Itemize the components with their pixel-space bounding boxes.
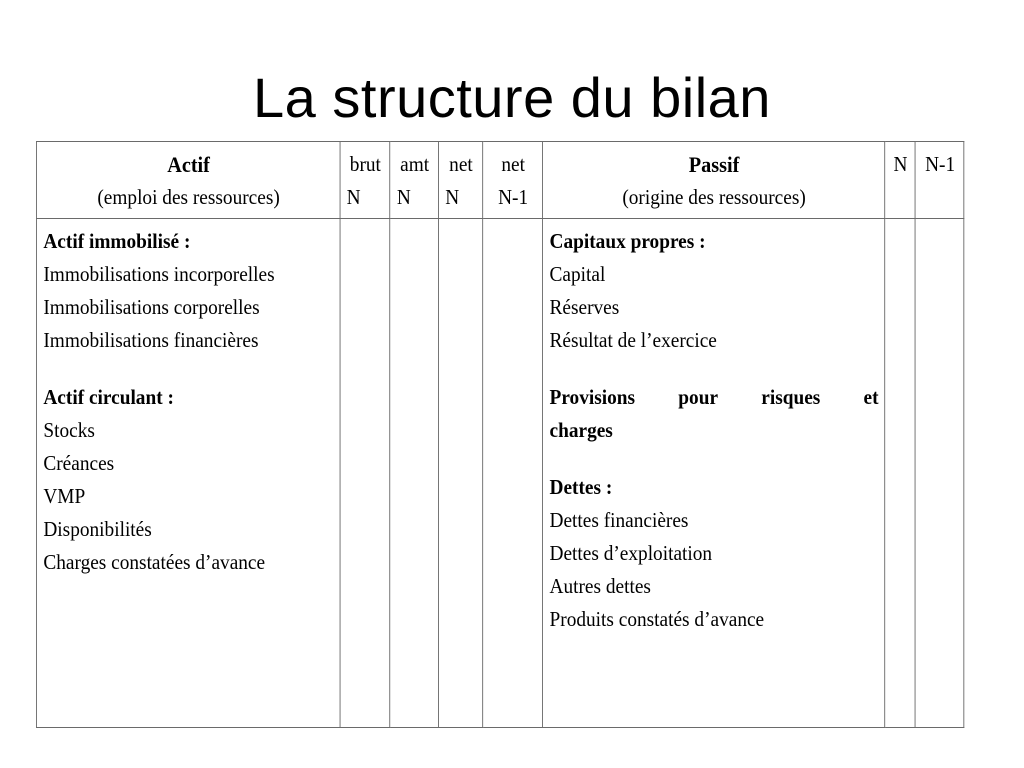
provisions-word: pour	[678, 385, 719, 409]
list-item: Résultat de l’exercice	[549, 328, 717, 352]
list-item: Dettes financières	[549, 508, 689, 532]
passif-capitaux-heading: Capitaux propres :	[549, 229, 706, 253]
header-net-n	[438, 142, 482, 219]
header-passif	[543, 142, 885, 219]
n1-cell	[915, 219, 963, 728]
header-amt-n	[390, 142, 438, 219]
header-passif-subtitle: (origine des ressources)	[622, 185, 806, 209]
list-item: Dettes d’exploitation	[549, 541, 713, 565]
list-item: Produits constatés d’avance	[549, 607, 765, 631]
header-netp-year: N-1	[498, 185, 529, 209]
brut-n-cell	[340, 219, 390, 728]
list-item: VMP	[43, 484, 86, 508]
header-netp-label: net	[501, 152, 525, 176]
list-item: Stocks	[43, 418, 95, 442]
amt-n-cell	[390, 219, 438, 728]
provisions-word: risques	[761, 385, 821, 409]
header-brut-year: N	[346, 185, 361, 209]
provisions-word: et	[863, 385, 879, 409]
header-net-n1	[483, 142, 543, 219]
n-cell	[885, 219, 916, 728]
table-header-row	[36, 142, 963, 219]
header-passif-title: Passif	[688, 152, 740, 177]
header-n1	[915, 142, 963, 219]
header-n1-label: N-1	[925, 152, 956, 176]
passif-dettes-heading: Dettes :	[549, 475, 613, 499]
table-body-row	[36, 219, 963, 728]
list-item: Immobilisations financières	[43, 328, 259, 352]
passif-provisions-heading	[550, 381, 879, 414]
header-actif-subtitle: (emploi des ressources)	[97, 185, 280, 209]
list-item: Disponibilités	[43, 517, 152, 541]
list-item: Réserves	[549, 295, 620, 319]
list-item: Créances	[43, 451, 115, 475]
header-brut-n	[340, 142, 390, 219]
list-item: Immobilisations incorporelles	[43, 262, 275, 286]
header-actif	[36, 142, 339, 219]
header-brut-label: brut	[349, 152, 381, 176]
actif-circulant-heading: Actif circulant :	[43, 385, 174, 409]
header-net-year: N	[445, 185, 460, 209]
list-item: Charges constatées d’avance	[43, 550, 266, 574]
header-n-label: N	[893, 152, 908, 176]
passif-cell	[543, 219, 885, 728]
header-amt-label: amt	[400, 152, 430, 176]
page-title: La structure du bilan	[253, 66, 771, 129]
header-n	[885, 142, 916, 219]
passif-provisions-heading-line2: charges	[549, 418, 613, 442]
net-n-cell	[438, 219, 482, 728]
provisions-word: Provisions	[549, 385, 636, 409]
list-item: Autres dettes	[549, 574, 651, 598]
list-item: Capital	[549, 262, 606, 286]
balance-sheet-table	[36, 141, 964, 728]
header-actif-title: Actif	[167, 152, 210, 177]
header-net-label: net	[449, 152, 473, 176]
net-n1-cell	[483, 219, 543, 728]
list-item: Immobilisations corporelles	[43, 295, 260, 319]
header-amt-year: N	[396, 185, 411, 209]
actif-immobilise-heading: Actif immobilisé :	[43, 229, 191, 253]
actif-cell	[36, 219, 339, 728]
